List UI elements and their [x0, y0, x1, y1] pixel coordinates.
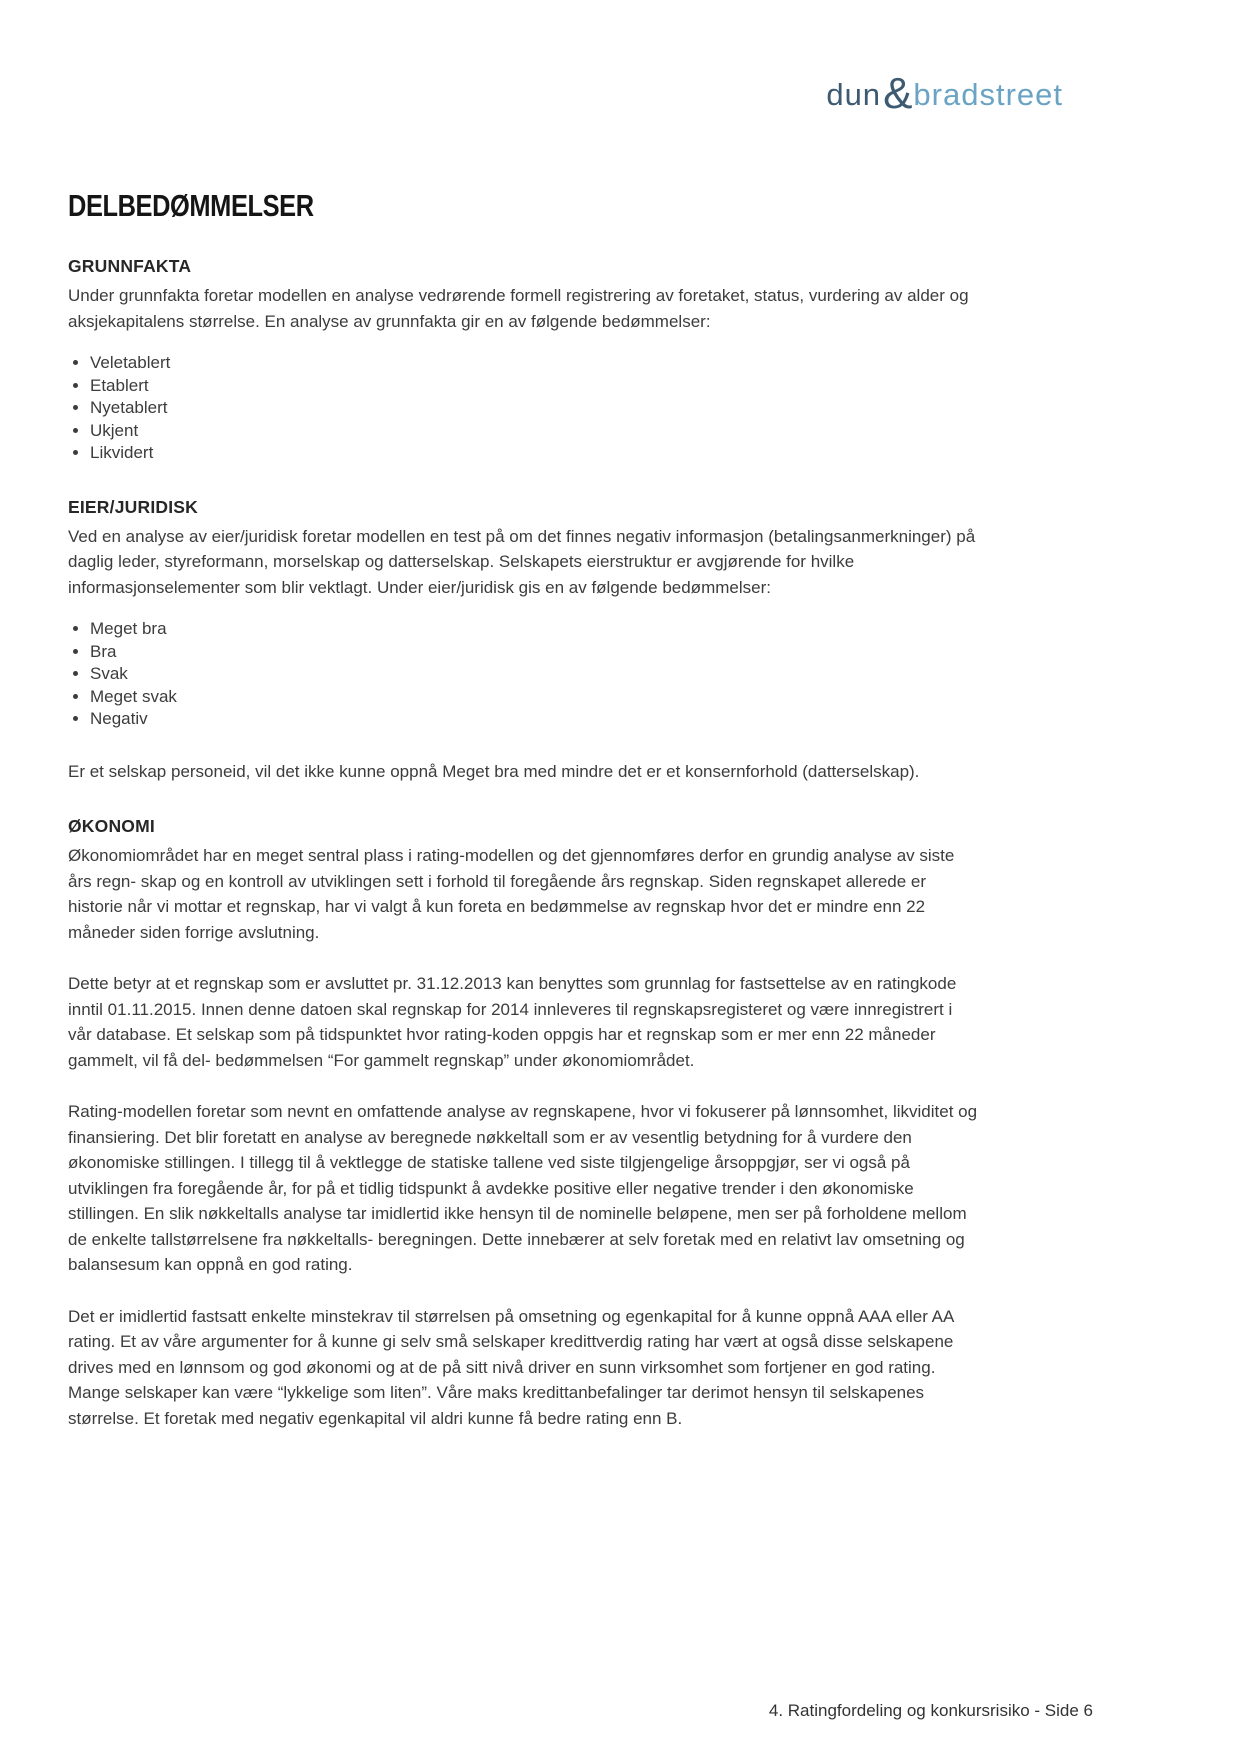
section-heading: ØKONOMI	[68, 816, 155, 836]
section-paragraph: Økonomiområdet har en meget sentral plass i rating-modellen og det gjennomføres derfor en grundig analyse av siste års regn- skap og en kontroll av utviklingen sett i forhold til foregående års regnskap. Siden regnskapet allerede er historie når vi mottar et regnskap, har vi valgt å kun foreta en bedømmelse av regnskap hvor det er mindre enn 22 måneder siden forrige avslutning.	[68, 846, 955, 942]
section-paragraph: Under grunnfakta foretar modellen en analyse vedrørende formell registrering av foretaket, status, vurdering av alder og aksjekapitalens størrelse. En analyse av grunnfakta gir en av følgende bedømmelser:	[68, 286, 969, 331]
list-item: • Meget bra	[90, 618, 980, 641]
list-item: • Meget svak	[90, 686, 980, 709]
section-eier-juridisk	[68, 497, 980, 785]
ampersand-icon: &	[883, 69, 913, 118]
section-heading: EIER/JURIDISK	[68, 496, 198, 517]
section-paragraph: Dette betyr at et regnskap som er avsluttet pr. 31.12.2013 kan benyttes som grunnlag for fastsettelse av en ratingkode inntil 01.11.2015. Innen denne datoen skal regnskap for 2014 innleveres til regnskapsregisteret og være innregistrert i vår database. Et selskap som på tidspunktet hvor rating-koden oppgis har et regnskap som er mer enn 22 måneder gammelt, vil få del- bedømmelsen “For gammelt regnskap” under økonomiområdet.	[68, 974, 957, 1070]
section-paragraph: Ved en analyse av eier/juridisk foretar modellen en test på om det finnes negativ informasjon (betalingsanmerkninger) på daglig leder, styreformann, morselskap og datterselskap. Selskapets eierstruktur er avgjørende for hvilke informasjonselementer som blir vektlagt. Under eier/juridisk gis en av følgende bedømmelser:	[68, 526, 976, 597]
logo-text-bradstreet: bradstreet	[913, 77, 1063, 112]
section-okonomi	[68, 816, 980, 1431]
list-item: • Nyetablert	[90, 397, 980, 420]
list-item: • Ukjent	[90, 420, 980, 443]
list-item: • Veletablert	[90, 352, 980, 375]
grunnfakta-bullet-list	[68, 352, 980, 465]
document-content	[68, 0, 980, 1457]
list-item: • Likvidert	[90, 442, 980, 465]
section-grunnfakta	[68, 256, 980, 465]
personeid-note: Er et selskap personeid, vil det ikke kunne oppnå Meget bra med mindre det er et konsernforhold (datterselskap).	[68, 761, 920, 781]
section-paragraph: Det er imidlertid fastsatt enkelte minstekrav til størrelsen på omsetning og egenkapital for å kunne oppnå AAA eller AA rating. Et av våre argumenter for å kunne gi selv små selskaper kredittverdig rating har vært at også disse selskapene drives med en lønnsom og god økonomi og at de på sitt nivå driver en sunn virksomhet som fortjener en god rating. Mange selskaper kan være “lykkelige som liten”. Våre maks kredittanbefalinger tar derimot hensyn til selskapenes størrelse. Et foretak med negativ egenkapital vil aldri kunne få bedre rating enn B.	[68, 1306, 954, 1428]
logo-text-dun: dun	[826, 77, 882, 112]
list-item: • Bra	[90, 641, 980, 664]
list-item: • Negativ	[90, 708, 980, 731]
list-item: • Svak	[90, 663, 980, 686]
section-paragraph: Rating-modellen foretar som nevnt en omfattende analyse av regnskapene, hvor vi fokuserer på lønnsomhet, likviditet og finansiering. Det blir foretatt en analyse av beregnede nøkkeltall som er av vesentlig betydning for å vurdere den økonomiske stillingen. I tillegg til å vektlegge de statiske tallene ved siste tilgjengelige årsoppgjør, ser vi også på utviklingen fra foregående år, for på et tidlig tidspunkt å avdekke positive eller negative trender i den økonomiske stillingen. En slik nøkkeltalls analyse tar imidlertid ikke hensyn til de nominelle beløpene, men ser på forholdene mellom de enkelte tallstørrelsene fra nøkkeltalls- beregningen. Dette innebærer at selv foretak med en relativt lav omsetning og balansesum kan oppnå en god rating.	[68, 1102, 978, 1274]
page-footer: 4. Ratingfordeling og konkursrisiko - Side 6	[768, 1701, 1093, 1720]
page-title: DELBEDØMMELSER	[68, 188, 314, 223]
list-item: • Etablert	[90, 375, 980, 398]
section-heading: GRUNNFAKTA	[68, 256, 192, 276]
eier-juridisk-bullet-list	[68, 618, 980, 731]
